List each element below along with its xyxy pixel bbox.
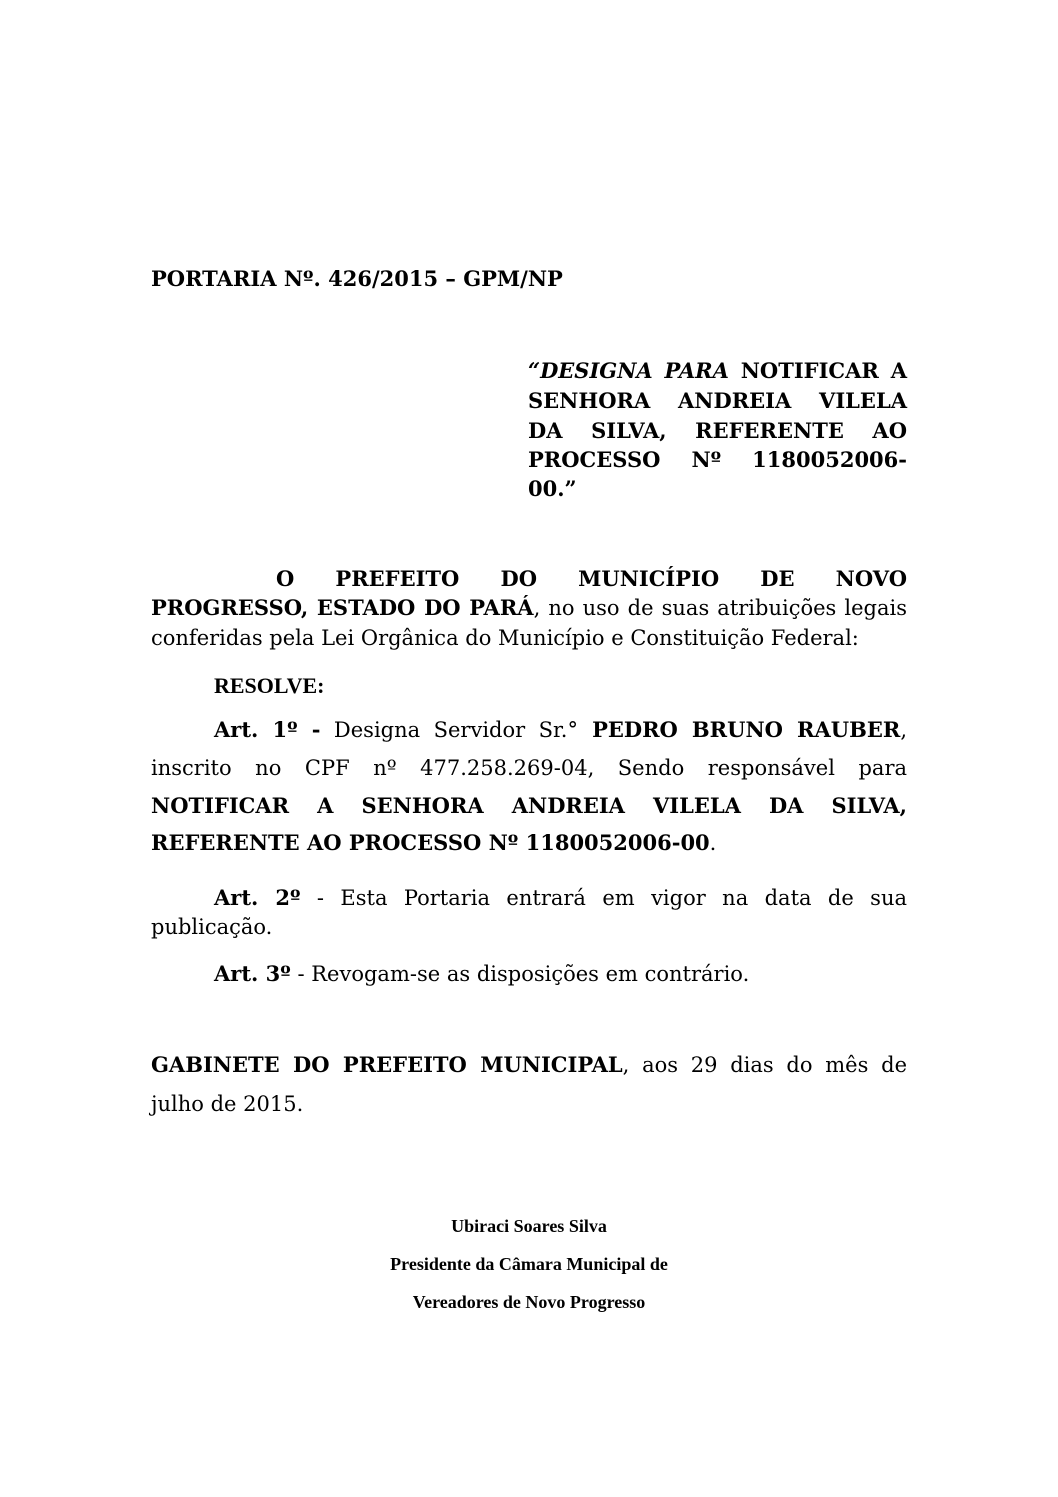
art1-line-2: inscrito no CPF nº 477.258.269-04, Sendo responsável para [151,756,907,780]
art1-text: Designa Servidor Sr.° [320,718,578,742]
ementa-line-1 [528,356,907,386]
art1-line-3: NOTIFICAR A SENHORA ANDREIA VILELA DA SILVA, [151,793,907,818]
preamble-line-2 [151,593,907,623]
preamble-line-1: O PREFEITO DO MUNICÍPIO DE NOVO [276,566,907,591]
portaria-title: PORTARIA Nº. 426/2015 – GPM/NP [151,266,563,291]
art2-label: Art. 2º [214,885,301,910]
ementa-designa: “DESIGNA PARA [528,358,729,383]
closing-line-1 [151,1050,907,1080]
signature-role-line-1: Presidente da Câmara Municipal de [390,1254,668,1274]
preamble-line-2-rest: , no uso de suas atribuições legais [533,596,908,620]
preamble-line-3: conferidas pela Lei Orgânica do Município e Constituição Federal: [151,626,859,650]
ementa-line-2: SENHORA ANDREIA VILELA [528,388,907,413]
ementa-line-3: DA SILVA, REFERENTE AO [528,418,907,443]
signature-role-line-2: Vereadores de Novo Progresso [412,1292,646,1312]
resolve-heading: RESOLVE: [214,673,325,698]
closing-line-2: julho de 2015. [151,1092,304,1116]
art3-line [214,959,749,989]
preamble-municipio: PROGRESSO, ESTADO DO PARÁ [151,595,534,620]
art2-line-1 [214,883,907,913]
art3-text: - Revogam-se as disposições em contrário. [290,962,750,986]
art1-label: Art. 1º - [214,717,321,742]
art2-text: - Esta Portaria entrará em vigor na data de sua [300,886,907,910]
ementa-notificar: NOTIFICAR A [728,358,908,383]
closing-date-text: , aos 29 dias do mês de [622,1053,907,1077]
art1-servidor-name: PEDRO BRUNO RAUBER [577,717,901,742]
signature-name: Ubiraci Soares Silva [451,1216,607,1236]
ementa-line-5: 00.” [528,476,577,501]
closing-gabinete: GABINETE DO PREFEITO MUNICIPAL [151,1052,623,1077]
art1-line-1 [214,715,907,745]
art1-period: . [709,831,717,855]
art2-line-2: publicação. [151,915,273,939]
art1-line-4 [151,828,716,858]
art1-processo: REFERENTE AO PROCESSO Nº 1180052006-00 [151,830,710,855]
ementa-line-4: PROCESSO Nº 1180052006- [528,447,907,472]
art1-comma: , [900,718,907,742]
art3-label: Art. 3º [214,961,291,986]
